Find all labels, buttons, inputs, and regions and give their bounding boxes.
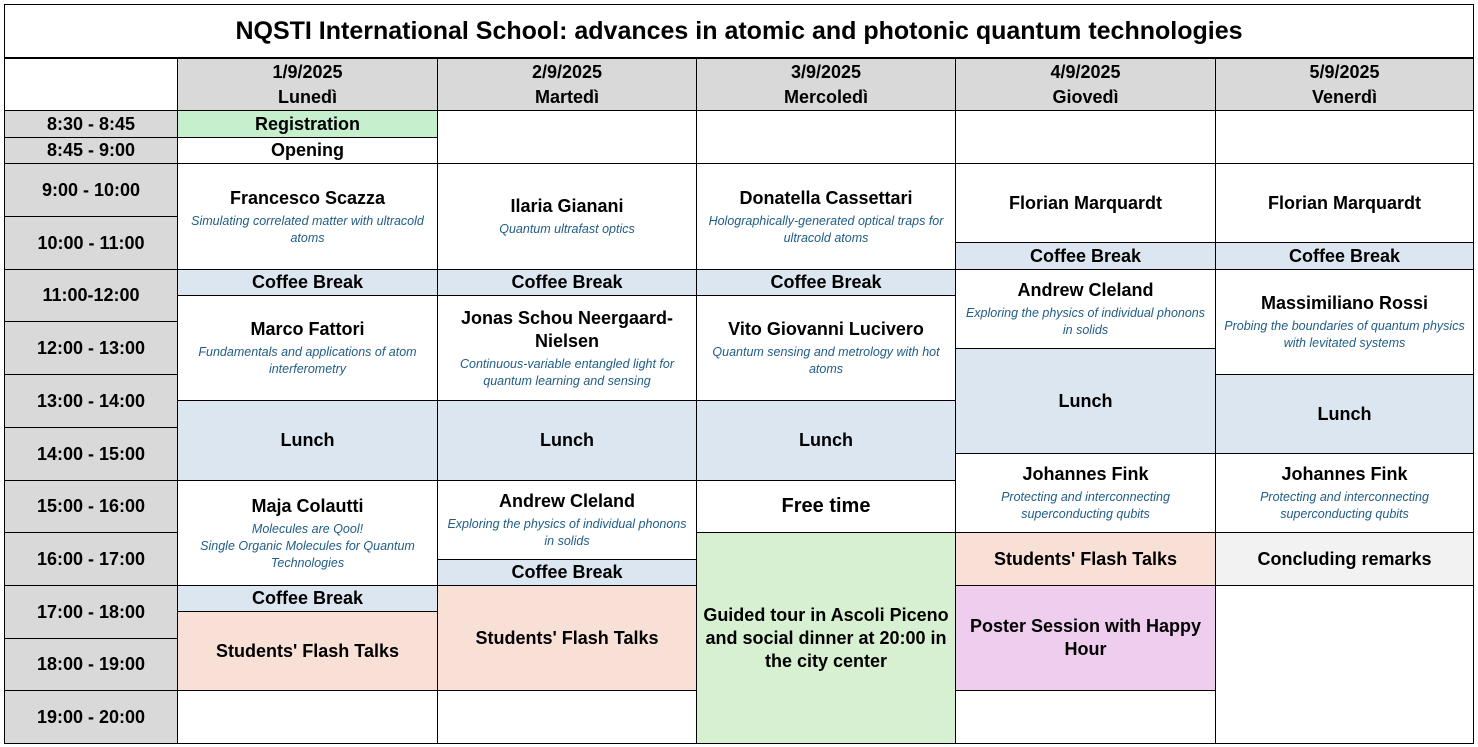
speaker-name: Andrew Cleland: [498, 491, 636, 511]
day-name: Lunedì: [278, 86, 337, 107]
talk-topic: Protecting and interconnecting superconducting qubits: [1001, 490, 1170, 521]
day-date: 5/9/2025: [1309, 61, 1380, 82]
talk-topic-secondary: Single Organic Molecules for Quantum Technologies: [200, 538, 415, 570]
talk-cell-marquardt-friday: Florian Marquardt: [1215, 163, 1474, 243]
empty-cell: [1215, 585, 1474, 744]
talk-topic: Quantum ultrafast optics: [499, 222, 635, 236]
day-date: 4/9/2025: [1050, 61, 1121, 82]
coffee-break-cell: Coffee Break: [437, 269, 697, 296]
talk-cell-gianani: [437, 163, 697, 270]
lunch-cell: Lunch: [955, 348, 1216, 454]
talk-cell-colautti: [177, 480, 438, 586]
time-slot: 14:00 - 15:00: [4, 427, 178, 481]
speaker-name: Johannes Fink: [1281, 464, 1408, 484]
talk-cell-fink-friday: [1215, 453, 1474, 533]
day-header-monday: [177, 58, 438, 111]
talk-topic: Holographically-generated optical traps for ultracold atoms: [708, 213, 944, 245]
time-slot: 10:00 - 11:00: [4, 216, 178, 270]
speaker-name: Andrew Cleland: [1017, 280, 1154, 300]
coffee-break-cell: Coffee Break: [955, 242, 1216, 270]
time-slot: 12:00 - 13:00: [4, 321, 178, 375]
coffee-break-cell: Coffee Break: [177, 269, 438, 296]
time-slot: 17:00 - 18:00: [4, 585, 178, 639]
speaker-name: Johannes Fink: [1022, 464, 1149, 484]
concluding-remarks-cell: Concluding remarks: [1215, 532, 1474, 586]
lunch-cell: Lunch: [696, 400, 956, 481]
talk-cell-rossi: [1215, 269, 1474, 375]
talk-topic: Exploring the physics of individual phonons in solids: [447, 517, 687, 548]
talk-cell-cleland-tuesday: [437, 480, 697, 560]
opening-cell: Opening: [177, 137, 438, 164]
lunch-cell: Lunch: [177, 400, 438, 481]
day-name: Martedì: [534, 86, 599, 107]
empty-cell: [437, 110, 697, 164]
empty-cell: [177, 690, 438, 744]
day-header-friday: [1215, 58, 1474, 111]
lunch-cell: Lunch: [437, 400, 697, 481]
talk-topic: Simulating correlated matter with ultracold atoms: [191, 213, 424, 245]
day-header-tuesday: [437, 58, 697, 111]
day-header-wednesday: [696, 58, 956, 111]
header-corner-cell: [4, 58, 178, 111]
flash-talks-cell: Students' Flash Talks: [955, 532, 1216, 586]
day-date: 1/9/2025: [272, 61, 343, 82]
poster-session-cell: Poster Session with Happy Hour: [955, 585, 1216, 691]
talk-topic: Quantum sensing and metrology with hot atoms: [712, 345, 940, 376]
talk-topic: Continuous-variable entangled light for quantum learning and sensing: [459, 356, 675, 388]
talk-topic: Exploring the physics of individual phonons in solids: [965, 306, 1206, 337]
time-slot: 8:45 - 9:00: [4, 137, 178, 164]
empty-cell: [1215, 110, 1474, 164]
speaker-name: Massimiliano Rossi: [1260, 293, 1429, 313]
coffee-break-cell: Coffee Break: [437, 559, 697, 586]
talk-cell-fattori: [177, 295, 438, 401]
talk-cell-lucivero: [696, 295, 956, 401]
day-header-thursday: [955, 58, 1216, 111]
talk-cell-fink-thursday: [955, 453, 1216, 533]
flash-talks-cell: Students' Flash Talks: [437, 585, 697, 691]
time-slot: 15:00 - 16:00: [4, 480, 178, 533]
speaker-name: Jonas Schou Neergaard-Nielsen: [460, 307, 674, 351]
guided-tour-cell: Guided tour in Ascoli Piceno and social dinner at 20:00 in the city center: [696, 532, 956, 744]
talk-cell-marquardt-thursday: Florian Marquardt: [955, 163, 1216, 243]
talk-topic: Probing the boundaries of quantum physics with levitated systems: [1224, 319, 1465, 350]
day-name: Mercoledì: [783, 86, 869, 107]
schedule-title: NQSTI International School: advances in atomic and photonic quantum technologies: [4, 4, 1474, 58]
lunch-cell: Lunch: [1215, 374, 1474, 454]
time-slot: 18:00 - 19:00: [4, 638, 178, 691]
flash-talks-cell: Students' Flash Talks: [177, 611, 438, 691]
time-slot: 11:00-12:00: [4, 269, 178, 322]
empty-cell: [955, 110, 1216, 164]
talk-topic: Fundamentals and applications of atom interferometry: [198, 345, 417, 376]
talk-cell-cassettari: [696, 163, 956, 270]
speaker-name: Marco Fattori: [250, 319, 365, 339]
time-slot: 19:00 - 20:00: [4, 690, 178, 744]
talk-cell-neergaard: [437, 295, 697, 401]
day-name: Venerdì: [1311, 86, 1378, 107]
talk-cell-scazza: [177, 163, 438, 270]
speaker-name: Ilaria Gianani: [510, 196, 624, 216]
coffee-break-cell: Coffee Break: [1215, 242, 1474, 270]
free-time-cell: Free time: [696, 480, 956, 533]
empty-cell: [696, 110, 956, 164]
speaker-name: Vito Giovanni Lucivero: [728, 319, 924, 339]
speaker-name: Maja Colautti: [251, 495, 364, 516]
speaker-name: Francesco Scazza: [229, 187, 386, 208]
coffee-break-cell: Coffee Break: [177, 585, 438, 612]
time-slot: 13:00 - 14:00: [4, 374, 178, 428]
talk-cell-cleland-thursday: [955, 269, 1216, 349]
day-name: Giovedì: [1052, 86, 1119, 107]
talk-topic: Molecules are Qool!: [251, 521, 364, 536]
time-slot: 16:00 - 17:00: [4, 532, 178, 586]
day-date: 3/9/2025: [790, 61, 862, 82]
empty-cell: [955, 690, 1216, 744]
speaker-name: Donatella Cassettari: [739, 187, 913, 208]
time-slot: 9:00 - 10:00: [4, 163, 178, 217]
day-date: 2/9/2025: [531, 61, 603, 82]
talk-topic: Protecting and interconnecting superconducting qubits: [1260, 490, 1429, 521]
coffee-break-cell: Coffee Break: [696, 269, 956, 296]
time-slot: 8:30 - 8:45: [4, 110, 178, 138]
registration-cell: Registration: [177, 110, 438, 138]
empty-cell: [437, 690, 697, 744]
